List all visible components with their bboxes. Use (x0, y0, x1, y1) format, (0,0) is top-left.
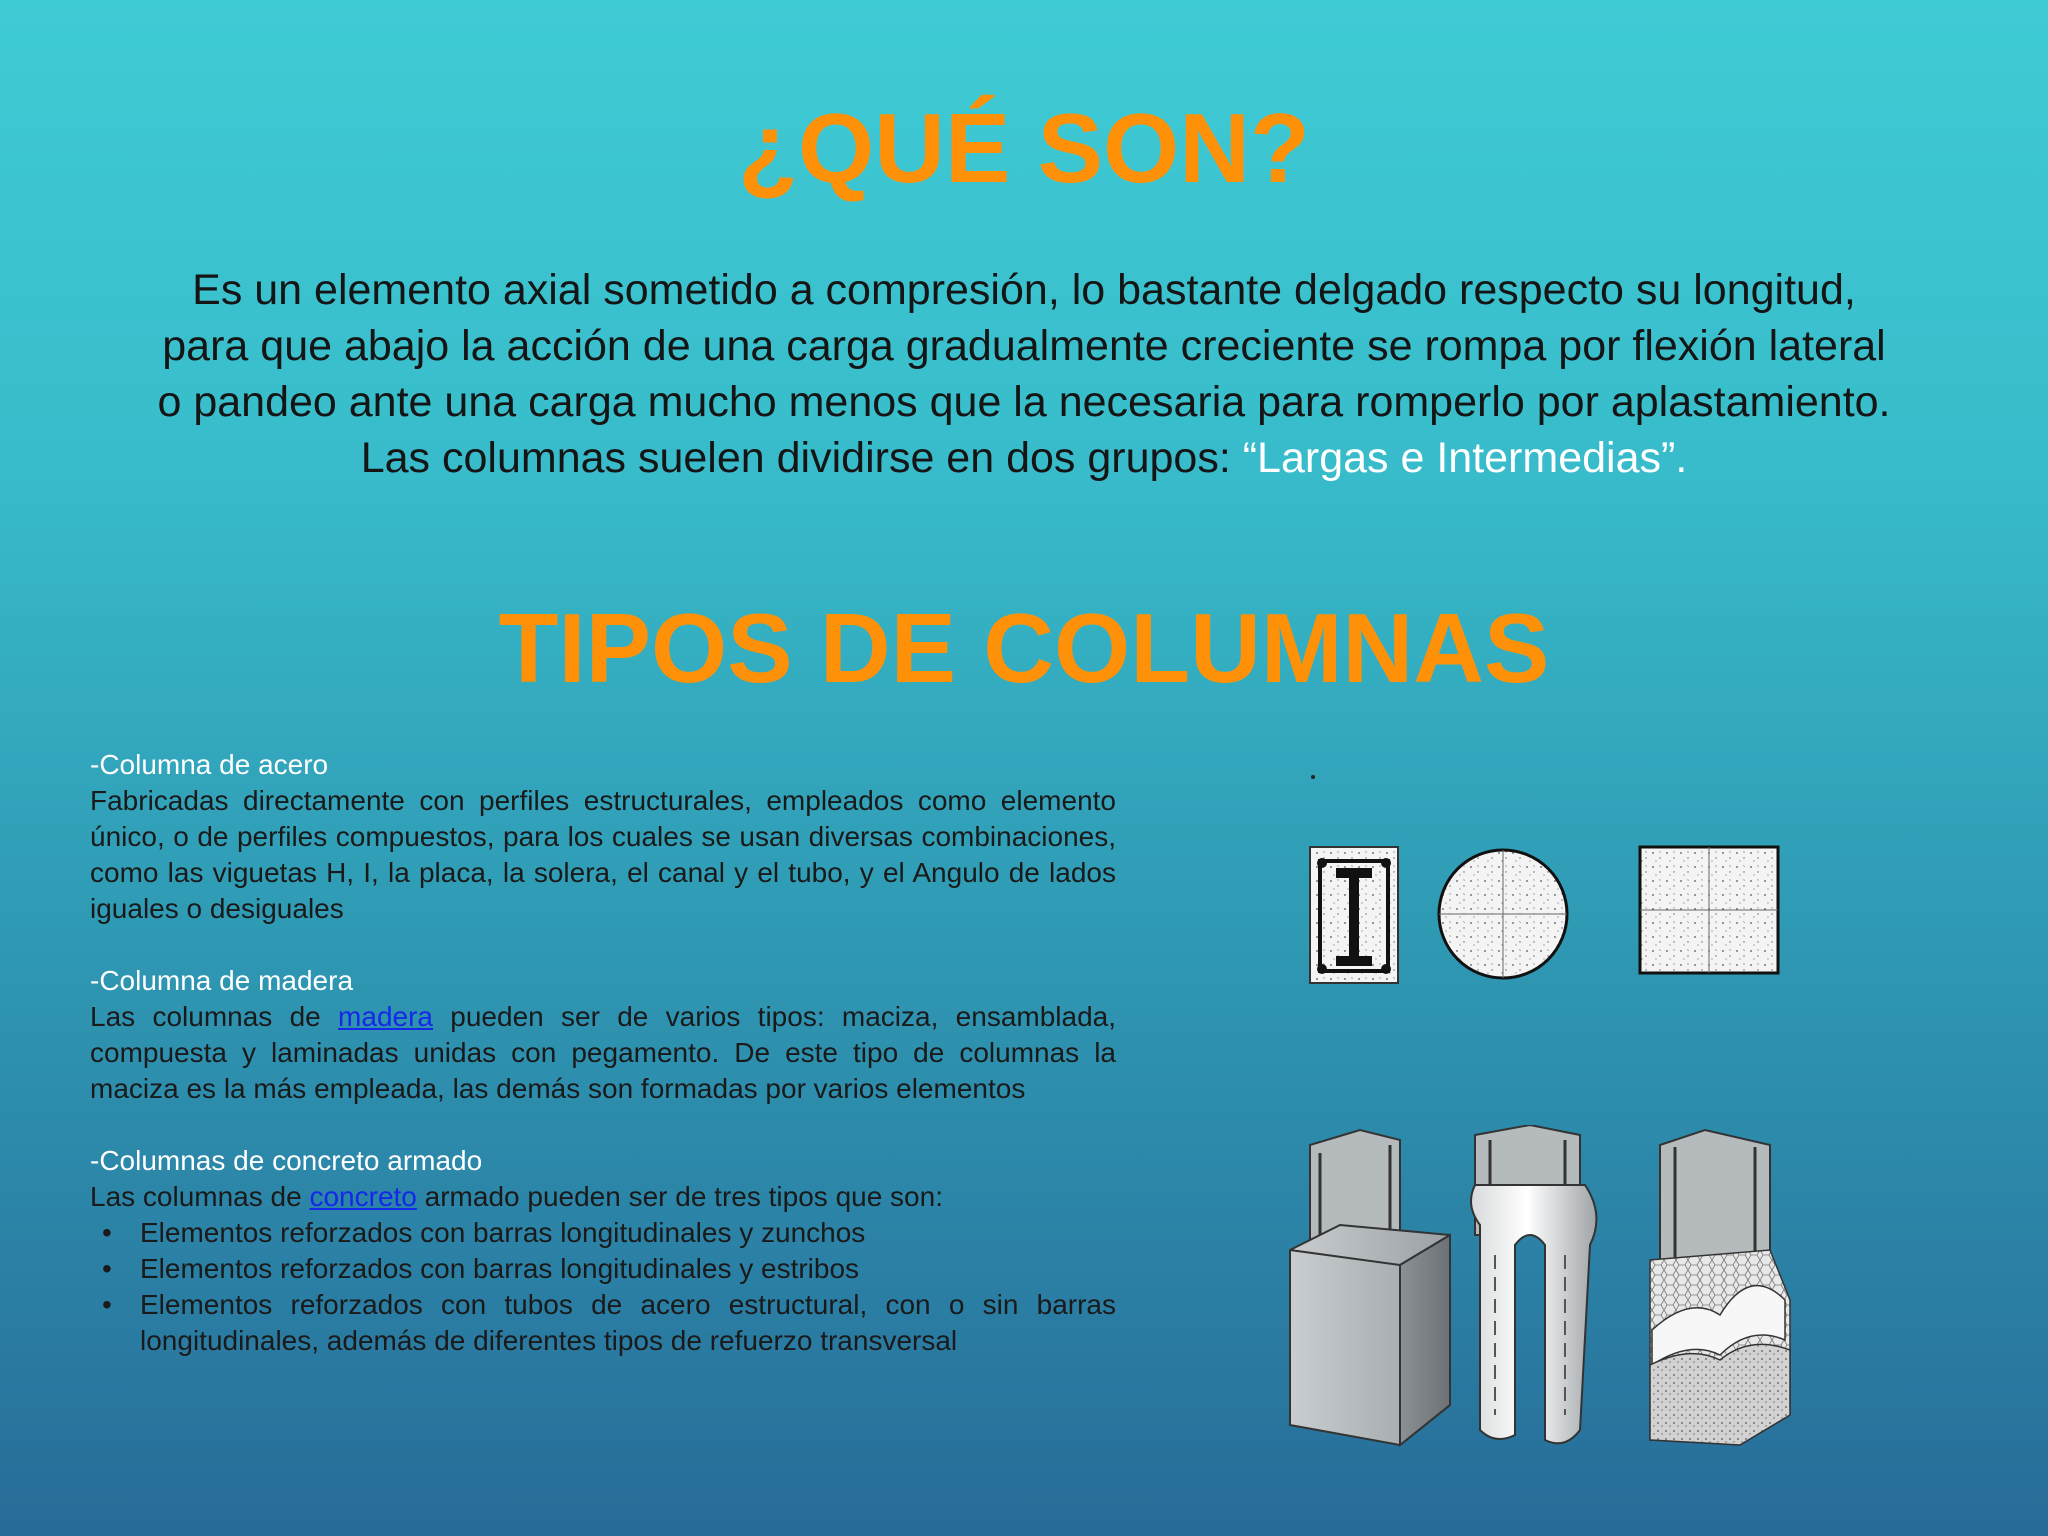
concreto-title: -Columnas de concreto armado (90, 1145, 483, 1176)
concreto-link[interactable]: concreto (309, 1181, 417, 1212)
bullet-icon: • (102, 1217, 112, 1248)
list-item (102, 1287, 1116, 1359)
madera-title: -Columna de madera (90, 965, 354, 996)
list-item (102, 1215, 1116, 1251)
intro-paragraph (150, 262, 1898, 486)
column-types-list (90, 747, 1116, 1359)
list-item-text: Elementos reforzados con barras longitudinales y zunchos (140, 1217, 866, 1248)
encased-square-column-icon (1290, 1130, 1450, 1445)
list-item (102, 1251, 1116, 1287)
intro-highlight: “Largas e Intermedias”. (1242, 434, 1688, 482)
concreto-type-list (90, 1215, 1116, 1359)
heading-que-son: ¿QUÉ SON? (738, 93, 1310, 203)
intro-text: Es un elemento axial sometido a compresión, lo bastante delgado respecto su longitud, para que abajo la acción de una carga gradualmente creciente se rompa por flexión lateral o pandeo ante una carga mucho menos que la necesaria para romperlo por aplastamiento. Las columnas suelen dividirse en dos grupos: (157, 266, 1891, 482)
madera-body-after: pueden ser de varios tipos: maciza, ensamblada, compuesta y laminadas unidas con pegamento. De este tipo de columnas la maciza es la más empleada, las demás son formadas por varios elementos (90, 1001, 1117, 1104)
bullet-icon: • (102, 1253, 112, 1284)
madera-body-before: Las columnas de (90, 1001, 339, 1032)
heading-tipos-de-columnas: TIPOS DE COLUMNAS (498, 593, 1550, 703)
concreto-body (90, 1179, 1116, 1215)
list-item-text: Elementos reforzados con tubos de acero estructural, con o sin barras longitudinales, además de diferentes tipos de refuerzo transversal (140, 1289, 1116, 1356)
madera-body (90, 999, 1116, 1107)
concreto-body-after: armado pueden ser de tres tipos que son: (416, 1181, 943, 1212)
concreto-body-before: Las columnas de (90, 1181, 310, 1212)
dot-icon (1311, 775, 1315, 779)
madera-link[interactable]: madera (338, 1001, 433, 1032)
composite-columns-illustration (1280, 1125, 1800, 1455)
encased-round-column-icon (1471, 1125, 1596, 1443)
acero-body: Fabricadas directamente con perfiles estructurales, empleados como elemento único, o de perfiles compuestos, para los cuales se usan diversas combinaciones, como las viguetas H, I, la placa, la solera, el canal y el tubo, y el Angulo de lados iguales o desiguales (90, 785, 1116, 924)
column-cross-sections-illustration (1300, 765, 1800, 995)
square-section-icon (1640, 847, 1778, 973)
steel-core-section-icon (1310, 847, 1398, 983)
bullet-icon: • (102, 1289, 112, 1320)
encased-cutaway-column-icon (1650, 1130, 1790, 1445)
list-item-text: Elementos reforzados con barras longitudinales y estribos (140, 1253, 860, 1284)
circular-section-icon (1439, 850, 1567, 978)
acero-title: -Columna de acero (90, 749, 329, 780)
